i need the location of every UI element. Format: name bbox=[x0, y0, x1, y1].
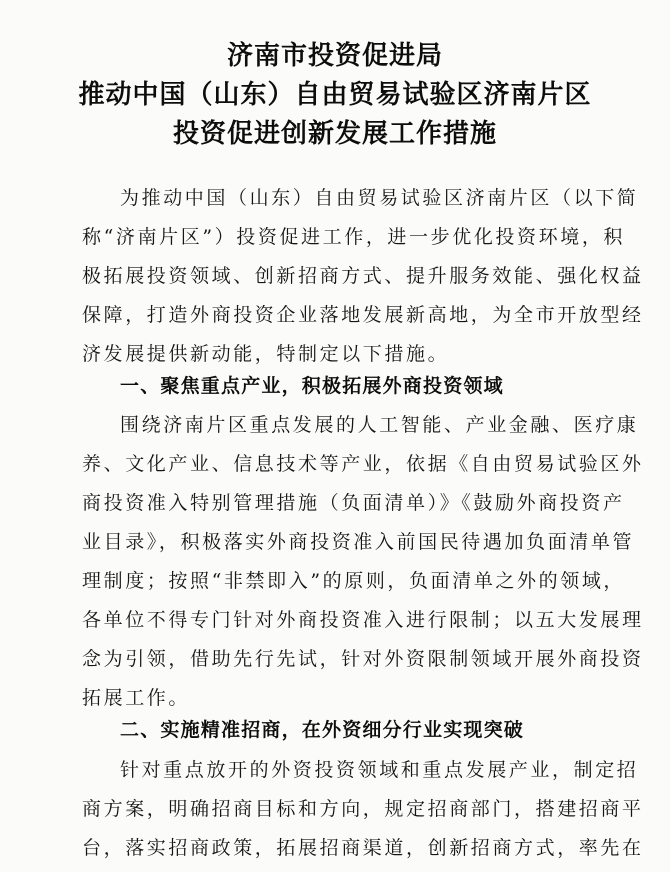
intro-line: 称“济南片区”）投资促进工作，进一步优化投资环境，积 bbox=[82, 226, 626, 248]
section-1-line: 理制度；按照“非禁即入”的原则，负面清单之外的领域， bbox=[82, 570, 626, 592]
section-2-line: 针对重点放开的外资投资领域和重点发展产业，制定招 bbox=[120, 759, 639, 781]
intro-line: 极拓展投资领域、创新招商方式、提升服务效能、强化权益 bbox=[82, 265, 644, 287]
section-1-line: 拓展工作。 bbox=[82, 687, 191, 709]
section-1-line: 商投资准入特别管理措施（负面清单）》《鼓励外商投资产 bbox=[82, 492, 625, 514]
intro-line: 为推动中国（山东）自由贸易试验区济南片区（以下简 bbox=[120, 187, 639, 209]
document-title-line-2: 推动中国（山东）自由贸易试验区济南片区 bbox=[78, 80, 592, 110]
section-1-line: 各单位不得专门针对外商投资准入进行限制；以五大发展理 bbox=[82, 609, 644, 631]
document-title-line-1: 济南市投资促进局 bbox=[226, 41, 443, 71]
section-2-line: 台，落实招商政策，拓展招商渠道，创新招商方式，率先在 bbox=[82, 837, 644, 859]
section-1-line: 业目录》，积极落实外商投资准入前国民待遇加负面清单管 bbox=[82, 531, 635, 553]
section-2-line: 商方案，明确招商目标和方向，规定招商部门，搭建招商平 bbox=[82, 798, 644, 820]
section-1-line: 养、文化产业、信息技术等产业，依据《自由贸易试验区外 bbox=[82, 453, 644, 475]
section-1-line: 围绕济南片区重点发展的人工智能、产业金融、医疗康 bbox=[120, 414, 639, 436]
intro-line: 保障，打造外商投资企业落地发展新高地，为全市开放型经 bbox=[82, 304, 644, 326]
section-2-heading: 二、实施精准招商，在外资细分行业实现突破 bbox=[120, 719, 525, 741]
section-1-line: 念为引领，借助先行先试，针对外资限制领域开展外商投资 bbox=[82, 648, 644, 670]
document-title-line-3: 投资促进创新发展工作措施 bbox=[172, 119, 497, 149]
intro-line: 济发展提供新动能，特制定以下措施。 bbox=[82, 343, 450, 365]
section-1-heading: 一、聚焦重点产业，积极拓展外商投资领域 bbox=[120, 375, 504, 397]
